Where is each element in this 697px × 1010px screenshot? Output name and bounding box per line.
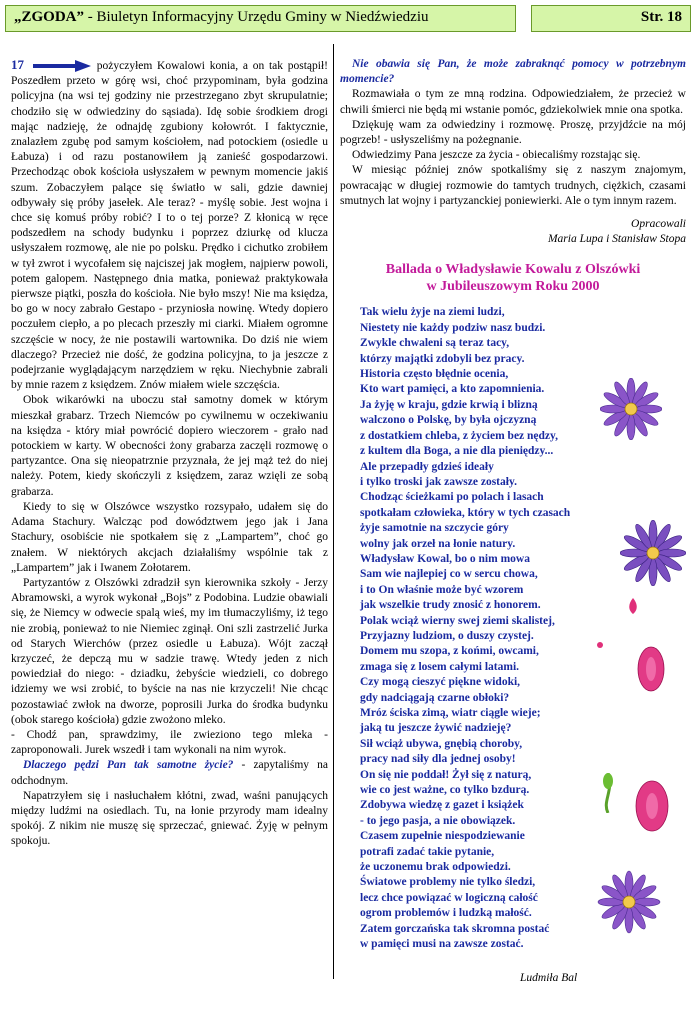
left-paragraph: [11, 576, 328, 728]
poem-line: Zatem gorczańska tak skromna postać: [360, 922, 550, 935]
poem-line: Tak wielu żyje na ziemi ludzi,: [360, 306, 505, 319]
poem-line: że uczonemu brak odpowiedzi.: [360, 861, 511, 874]
poem-line: Światowe problemy nie tylko śledzi,: [360, 876, 536, 889]
stem-icon: [599, 773, 617, 813]
poem-line: Historia często błędnie ocenia,: [360, 368, 509, 381]
credit-label: Opracowali: [631, 218, 686, 231]
poem-line: w pamięci musi na zawsze zostać.: [360, 938, 524, 951]
poem-line: z kultem dla Boga, a nie dla pieniędzy...: [360, 445, 554, 458]
left-paragraph: [11, 500, 328, 576]
dot-icon: [595, 640, 605, 650]
poem-line: - to jego pasja, a nie obowiązek.: [360, 814, 516, 827]
publication-name: „ZGODA”: [14, 9, 85, 25]
pink-flower-icon: [630, 778, 674, 834]
paragraph-text: pożyczyłem Kowalowi konia, a on tak postąpił! Poszedłem przeto w górę wsi, choć przypominam, była godzina policyjna (na wsi tej godziny nie przestrzegano zbyt skrupulatnie; chodziło się w odwiedziny do sąsiada). Idę sobie środkiem drogi mając nadzieję, że odnajdę zgubiony kołowrót. I faktycznie, znalazłem zgubę pod samym kościołem, nad potockiem (osiedle u Łabuza) i od razu postanowiłem ją zanieść gospodarzowi. Przechodząc obok kościoła usłyszałem w pewnym momencie jakiś szum. Zobaczyłem palące się światło w sali, gdzie dawniej odbywały się próby jasełek. Ale teraz? - myślę sobie. Jest wojna i chce się komuś próby robić? I to o tej porze? Z kłonicą w ręce podszedłem na schody budynku i poprzez dziurkę od klucza usłyszałem rozmowę, ale nie po polsku. Prędko i cichutko zrobiłem w tył zwrot i wycofałem się najciszej jak mogłem, najpierw powoli, potem galopem. Następnego dnia matka, ponieważ praktykowała pierwsze piątki, poszła do kościoła. Nie było mszy! Nie ma księdza, bo go w nocy zabrało Gestapo - przyniosła nowinę. Wtedy dopiero poczułem ciepło, a po plecach przeszły mi ciarki. Miałem ogromne szczęście w nocy, że nie postawili wartownika. Do dziś nie wiem dlaczego? Przecież nie dość, że godzina policyjna, to ja jeszcze z podejrzanie wyglądającym narzędziem w ręku. Niechybnie zabrali by mnie razem z księdzem. Znów miałem wiele szczęścia.: [11, 60, 328, 392]
left-paragraph: [11, 57, 328, 393]
poem-line: którzy majątki zdobyli bez pracy.: [360, 352, 525, 365]
poem-line: i to On właśnie może być wzorem: [360, 583, 524, 596]
poem-line: Kto wart pamięci, a kto zapomnienia.: [360, 383, 545, 396]
poem-line: Polak wciąż wierny swej ziemi skalistej,: [360, 614, 555, 627]
paragraph-text: Dziękuję wam za odwiedziny i rozmowę. Proszę, przyjdźcie na mój pogrzeb! - usłyszeliśmy na pożegnanie.: [340, 118, 686, 147]
bulletin-header: [5, 5, 516, 32]
purple-flower-icon: [597, 870, 661, 934]
poem-line: Ale przepadły gdzieś ideały: [360, 460, 494, 473]
right-paragraph: [340, 148, 686, 163]
poem-line: Sił wciąż ubywa, gnębią choroby,: [360, 737, 523, 750]
ballad-title-line: Ballada o Władysławie Kowalu z Olszówki: [385, 262, 641, 278]
bud-icon: [627, 598, 639, 614]
purple-flower-icon: [620, 520, 686, 586]
paragraph-text: Rozmawiała o tym ze mną rodzina. Odpowiedziałem, że przecież w chwili śmierci nie będą mi wstanie pomóc, gdziekolwiek mnie ona spotka.: [340, 88, 686, 116]
column-divider: [333, 44, 334, 979]
poem-line: Ja żyję w kraju, gdzie krwią i blizną: [360, 398, 538, 411]
poem-line: spotkałam człowieka, który w tych czasach: [360, 506, 571, 519]
left-paragraph: [11, 789, 328, 850]
poem-line: Czy mogą cieszyć piękne widoki,: [360, 676, 521, 689]
poem-line: Zdobywa wiedzę z gazet i książek: [360, 799, 524, 812]
left-paragraph: [11, 393, 328, 499]
poem-line: i tylko troski jak zawsze zostały.: [360, 475, 517, 488]
poem-line: żyje samotnie na szczycie góry: [360, 522, 509, 535]
ballad-title: [340, 261, 686, 295]
poem-signature: Ludmiła Bal: [520, 972, 578, 984]
left-paragraph: [11, 728, 328, 758]
poem-line: walczono o Polskę, by była ojczyzną: [360, 414, 537, 427]
ballad-poem: [360, 305, 610, 952]
poem-line: On się nie poddał! Żył się z naturą,: [360, 768, 532, 781]
pink-flower-icon: [630, 644, 672, 694]
interview-question: Dlaczego pędzi Pan tak samotne życie?: [23, 759, 234, 772]
right-paragraph: [340, 118, 686, 148]
poem-line: gdy nadciągają czarne obłoki?: [360, 691, 510, 704]
poem-line: Chodząc ścieżkami po polach i lasach: [360, 491, 544, 504]
poem-line: wie co jest ważne, co tylko bzdurą.: [360, 784, 530, 797]
poem-line: ogrom problemów i ludzką małość.: [360, 907, 532, 920]
paragraph-text: Napatrzyłem się i nasłuchałem kłótni, zwad, waśni panujących między ludźmi na osiedlach. Tu, na łonie przyrody mam idealny spokój. Z nikim nie muszę się sprzeczać, gniewać. Żyję w pełnym spokoju.: [11, 789, 328, 848]
poem-line: Niestety nie każdy podziw nasz budzi.: [360, 321, 546, 334]
poem-line: jak wszelkie trudy znosić z honorem.: [360, 599, 541, 612]
poem-line: jaką tu jeszcze żywić nadzieję?: [360, 722, 512, 735]
poem-line: pracy nad siły dla jednej osoby!: [360, 753, 516, 766]
right-paragraph: [340, 163, 686, 209]
credit-names: Maria Lupa i Stanisław Stopa: [547, 233, 686, 246]
paragraph-text: - Chodź pan, sprawdzimy, ile zwieziono tego mleka - zaproponowali. Jurek wszedł i tam wykonali na nim wyrok.: [11, 728, 328, 757]
paragraph-text: Kiedy to się w Olszówce wszystko rozsypało, udałem się do Adama Stachury. Walcząc pod dowództwem jego jak i Jana Stachury, osobiście nie spotkałem się z „Lampartem”, choć go znałem. W niektórych akcjach działaliśmy wspólnie tak z „Lampartem” jak i Iwanem Zołotarem.: [11, 500, 328, 574]
poem-line: zmaga się z losem całymi latami.: [360, 660, 520, 673]
poem-line: Zwykle chwaleni są teraz tacy,: [360, 337, 510, 350]
publication-subtitle: - Biuletyn Informacyjny Urzędu Gminy w Niedźwiedziu: [84, 9, 429, 25]
paragraph-text: Obok wikarówki na uboczu stał samotny domek w którym mieszkał grabarz. Trzech Niemców po cywilnemu w oczekiwaniu na księdza - który miał powrócić dopiero wieczorem - grało nad potockiem w karty. W obecności żony grabarza zaczęli rozmowę o partyzantce. Ona się nieopatrznie przyznała, że jej mąż też do niej należy. Potem, kiedy skończyli z księdzem, zaraz wzięli ze sobą grabarza.: [11, 394, 328, 498]
poem-line: Mróz ściska zimą, wiatr ciągle wieje;: [360, 707, 541, 719]
poem-line: wolny jak orzeł na łonie natury.: [360, 537, 516, 550]
left-paragraph: [11, 758, 328, 788]
continuation-arrow-icon: [33, 60, 91, 72]
left-column: [11, 57, 328, 850]
continued-from-page: 17: [11, 57, 24, 72]
poem-line: Sam wie najlepiej co w sercu chowa,: [360, 568, 538, 581]
page-number: Str. 18: [531, 5, 691, 32]
poem-line: Domem mu szopa, z końmi, owcami,: [360, 645, 539, 658]
paragraph-text: Odwiedzimy Pana jeszcze za życia - obiecaliśmy rozstając się.: [352, 149, 641, 162]
poem-line: Czasem zupełnie niespodziewanie: [360, 830, 525, 843]
right-paragraph: [340, 87, 686, 117]
paragraph-text: - zapytaliśmy na odchodnym.: [11, 759, 328, 787]
poem-line: Przyjazny ludziom, o duszy czystej.: [360, 629, 534, 642]
paragraph-text: Partyzantów z Olszówki zdradził syn kierownika szkoły - Jerzy Abramowski, a wyrok wykonał „Bojs” z Podobina. Ludzie obawiali się, że Niemcy w odwecie spalą wieś, my im tłumaczyliśmy, iż tego nie zrobią, ponieważ to nie Niemiec zginął. Oni szli zastrzelić Jurka od Starych Wierchów (przez osiedle u Łabuza). Wójt zaczął krzyczeć, że depczą mu w sadzie trawę. Wtedy jeden z nich powiedział do niego: - dziadku, żebyście wiedzieli, co dobrego idziemy we wsi zrobić, to byście na nas nie krzyczeli! Nie chcąc pozostawiać zwłok na dworze, poprosili Jurka do środka budynku (obok starego kościoła) gdzie zwożono mleko.: [11, 576, 328, 726]
poem-line: Władysław Kowal, bo o nim mowa: [360, 552, 530, 565]
poem-line: z dostatkiem chleba, z życiem bez nędzy,: [360, 429, 559, 442]
poem-line: potrafi zadać takie pytanie,: [360, 845, 495, 858]
paragraph-text: W miesiąc później znów spotkaliśmy się z naszym znajomym, powracając w długiej rozmowie do tamtych trudnych, ciężkich, czasami smutnych lat wojny i partyzanckiej poniewierki. Ale o tym innym razem.: [340, 164, 686, 207]
purple-flower-icon: [600, 378, 662, 440]
interview-question: Nie obawia się Pan, że może zabraknąć pomocy w potrzebnym momencie?: [340, 58, 686, 86]
right-paragraph: [340, 57, 686, 87]
poem-line: lecz chce powiązać w logiczną całość: [360, 891, 538, 904]
ballad-title-line: w Jubileuszowym Roku 2000: [426, 279, 600, 295]
